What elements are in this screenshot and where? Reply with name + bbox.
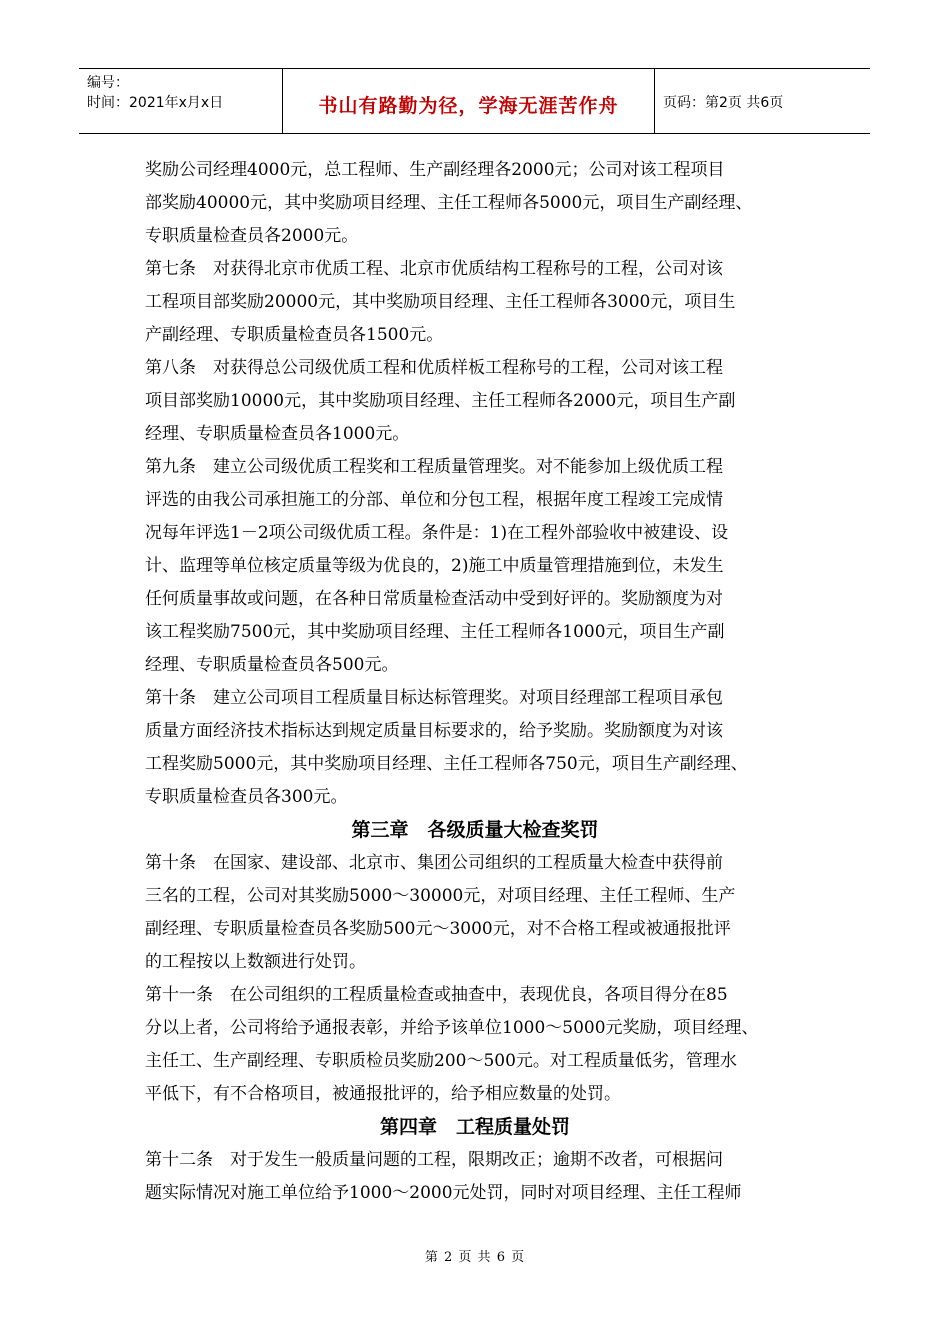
body-line: 工程奖励5000元，其中奖励项目经理、主任工程师各750元，项目生产副经理、 xyxy=(145,754,748,774)
body-line: 分以上者，公司将给予通报表彰，并给予该单位1000～5000元奖励，项目经理、 xyxy=(145,1018,759,1038)
body-line: 第八条 对获得总公司级优质工程和优质样板工程称号的工程，公司对该工程 xyxy=(145,358,723,378)
header-meta xyxy=(79,69,283,133)
body-line: 第七条 对获得北京市优质工程、北京市优质结构工程称号的工程，公司对该 xyxy=(145,259,723,279)
body-line: 副经理、专职质量检查员各奖励500元～3000元，对不合格工程或被通报批评 xyxy=(145,919,731,939)
header-motto-cell xyxy=(283,69,655,133)
page-header xyxy=(79,68,870,134)
page-info: 页码：第2页 共6页 xyxy=(663,95,784,111)
chapter-4-heading: 第四章 工程质量处罚 xyxy=(379,1116,570,1138)
body-line: 主任工、生产副经理、专职质检员奖励200～500元。对工程质量低劣，管理水 xyxy=(145,1051,737,1071)
body-line: 经理、专职质量检查员各500元。 xyxy=(145,655,399,675)
body-line: 第十二条 对于发生一般质量问题的工程，限期改正；逾期不改者，可根据问 xyxy=(145,1150,723,1170)
body-line: 况每年评选1－2项公司级优质工程。条件是：1)在工程外部验收中被建设、设 xyxy=(145,523,729,543)
body-line: 奖励公司经理4000元，总工程师、生产副经理各2000元；公司对该工程项目 xyxy=(145,160,725,180)
body-line: 专职质量检查员各300元。 xyxy=(145,787,348,807)
body-line: 该工程奖励7500元，其中奖励项目经理、主任工程师各1000元，项目生产副 xyxy=(145,622,725,642)
body-line: 第十条 在国家、建设部、北京市、集团公司组织的工程质量大检查中获得前 xyxy=(145,853,723,873)
body-line: 评选的由我公司承担施工的分部、单位和分包工程，根据年度工程竣工完成情 xyxy=(145,490,723,510)
body-line: 专职质量检查员各2000元。 xyxy=(145,226,359,246)
body-line: 质量方面经济技术指标达到规定质量目标要求的，给予奖励。奖励额度为对该 xyxy=(145,721,723,741)
body-line: 经理、专职质量检查员各1000元。 xyxy=(145,424,410,444)
body-line: 第九条 建立公司级优质工程奖和工程质量管理奖。对不能参加上级优质工程 xyxy=(145,457,723,477)
body-line: 第十一条 在公司组织的工程质量检查或抽查中，表现优良，各项目得分在85 xyxy=(145,985,728,1005)
body-line: 三名的工程，公司对其奖励5000～30000元，对项目经理、主任工程师、生产 xyxy=(145,886,736,906)
motto: 书山有路勤为径，学海无涯苦作舟 xyxy=(318,95,619,117)
body-line: 平低下，有不合格项目，被通报批评的，给予相应数量的处罚。 xyxy=(145,1084,621,1104)
body-line: 工程项目部奖励20000元，其中奖励项目经理、主任工程师各3000元，项目生 xyxy=(145,292,736,312)
body-line: 部奖励40000元，其中奖励项目经理、主任工程师各5000元，项目生产副经理、 xyxy=(145,193,753,213)
body-line: 计、监理等单位核定质量等级为优良的，2)施工中质量管理措施到位，未发生 xyxy=(145,556,724,576)
body-line: 题实际情况对施工单位给予1000～2000元处罚，同时对项目经理、主任工程师 xyxy=(145,1183,742,1203)
page-footer: 第 2 页 共 6 页 xyxy=(424,1250,526,1265)
document-number: 编号： xyxy=(87,75,129,91)
document-body xyxy=(145,154,825,1210)
document-date: 时间：2021年x月x日 xyxy=(87,95,224,111)
chapter-3-heading: 第三章 各级质量大检查奖罚 xyxy=(351,819,599,841)
body-line: 任何质量事故或问题，在各种日常质量检查活动中受到好评的。奖励额度为对 xyxy=(145,589,723,609)
body-line: 的工程按以上数额进行处罚。 xyxy=(145,952,366,972)
body-line: 产副经理、专职质量检查员各1500元。 xyxy=(145,325,444,345)
body-line: 第十条 建立公司项目工程质量目标达标管理奖。对项目经理部工程项目承包 xyxy=(145,688,723,708)
body-line: 项目部奖励10000元，其中奖励项目经理、主任工程师各2000元，项目生产副 xyxy=(145,391,736,411)
